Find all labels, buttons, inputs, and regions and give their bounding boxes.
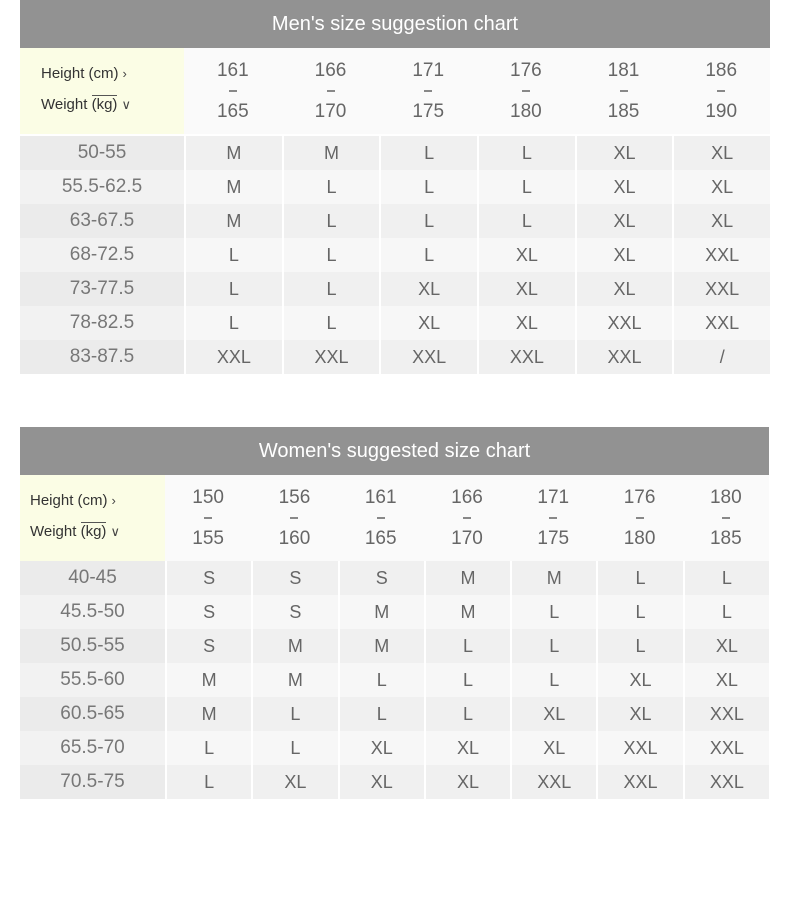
men-height-header [184, 48, 282, 134]
size-cell: L [338, 697, 424, 731]
height-range-start: 171 [412, 59, 445, 81]
size-cell: L [165, 765, 251, 799]
women-height-label-text: Height (cm) [30, 492, 108, 509]
size-cell: XL [672, 204, 770, 238]
size-cell: M [165, 663, 251, 697]
height-range-start: 161 [216, 59, 249, 81]
size-cell: M [338, 629, 424, 663]
range-dash [620, 90, 628, 92]
men-rows [20, 136, 770, 374]
height-range-end: 190 [705, 100, 738, 122]
height-range-end: 180 [623, 527, 656, 549]
weight-range-cell: 50-55 [20, 136, 184, 170]
table-row [20, 340, 770, 374]
size-cell: L [251, 697, 337, 731]
size-cell: XXL [596, 765, 682, 799]
table-row [20, 663, 769, 697]
size-cell: XXL [672, 272, 770, 306]
men-header-row [20, 48, 770, 134]
size-cell: L [165, 731, 251, 765]
size-cell: / [672, 340, 770, 374]
height-range-end: 170 [314, 100, 347, 122]
men-height-header [672, 48, 770, 134]
size-cell: M [184, 204, 282, 238]
size-cell: L [282, 170, 380, 204]
range-dash [204, 517, 212, 519]
chevron-down-icon: ∨ [121, 97, 131, 112]
table-row [20, 697, 769, 731]
size-cell: XL [379, 306, 477, 340]
weight-range-cell: 70.5-75 [20, 765, 165, 799]
size-cell: XXL [575, 306, 673, 340]
size-cell: L [596, 561, 682, 595]
size-cell: L [424, 697, 510, 731]
size-cell: L [379, 136, 477, 170]
women-height-header [251, 475, 337, 561]
height-range-end: 160 [278, 527, 311, 549]
size-cell: XXL [683, 765, 769, 799]
size-cell: L [282, 272, 380, 306]
size-cell: M [251, 663, 337, 697]
size-cell: XXL [575, 340, 673, 374]
size-cell: L [184, 238, 282, 272]
size-cell: L [282, 238, 380, 272]
height-range-start: 181 [607, 59, 640, 81]
size-cell: XXL [683, 697, 769, 731]
women-height-header [165, 475, 251, 561]
size-cell: XL [379, 272, 477, 306]
size-cell: L [379, 238, 477, 272]
women-rows [20, 561, 769, 799]
chevron-right-icon: › [122, 66, 127, 81]
size-cell: S [165, 629, 251, 663]
table-row [20, 170, 770, 204]
weight-range-cell: 63-67.5 [20, 204, 184, 238]
height-range-start: 156 [278, 486, 311, 508]
men-weight-label-text: Weight [41, 96, 88, 113]
size-cell: XL [510, 731, 596, 765]
weight-range-cell: 55.5-60 [20, 663, 165, 697]
men-height-header [282, 48, 380, 134]
women-height-header [683, 475, 769, 561]
weight-range-cell: 83-87.5 [20, 340, 184, 374]
size-cell: XL [596, 663, 682, 697]
height-range-start: 161 [364, 486, 397, 508]
size-cell: L [379, 204, 477, 238]
height-range-end: 165 [216, 100, 249, 122]
weight-range-cell: 50.5-55 [20, 629, 165, 663]
table-row [20, 629, 769, 663]
table-row [20, 136, 770, 170]
height-range-start: 171 [537, 486, 570, 508]
size-cell: XL [338, 731, 424, 765]
size-cell: XL [510, 697, 596, 731]
size-cell: L [424, 663, 510, 697]
weight-range-cell: 78-82.5 [20, 306, 184, 340]
height-range-start: 166 [314, 59, 347, 81]
table-row [20, 731, 769, 765]
size-cell: XXL [596, 731, 682, 765]
men-size-chart [20, 0, 770, 374]
size-cell: L [338, 663, 424, 697]
size-cell: XL [575, 136, 673, 170]
size-cell: XXL [510, 765, 596, 799]
size-cell: XXL [672, 238, 770, 272]
size-cell: M [338, 595, 424, 629]
size-cell: L [184, 272, 282, 306]
size-cell: L [184, 306, 282, 340]
women-header-row [20, 475, 769, 561]
range-dash [717, 90, 725, 92]
range-dash [463, 517, 471, 519]
size-cell: M [251, 629, 337, 663]
height-range-start: 166 [451, 486, 483, 508]
weight-range-cell: 73-77.5 [20, 272, 184, 306]
height-range-end: 180 [510, 100, 542, 122]
size-cell: XXL [184, 340, 282, 374]
height-range-end: 185 [709, 527, 742, 549]
size-cell: S [338, 561, 424, 595]
size-cell: XL [683, 629, 769, 663]
size-cell: L [510, 629, 596, 663]
size-cell: XXL [477, 340, 575, 374]
weight-range-cell: 40-45 [20, 561, 165, 595]
men-height-header [379, 48, 477, 134]
women-weight-unit: (kg) [80, 523, 107, 540]
size-cell: XXL [672, 306, 770, 340]
weight-range-cell: 55.5-62.5 [20, 170, 184, 204]
size-cell: XL [575, 170, 673, 204]
range-dash [377, 517, 385, 519]
height-range-start: 150 [192, 486, 224, 508]
size-cell: XL [683, 663, 769, 697]
size-cell: L [251, 731, 337, 765]
size-cell: L [282, 306, 380, 340]
women-height-header [338, 475, 424, 561]
women-chart-title: Women's suggested size chart [20, 427, 769, 475]
size-cell: L [477, 204, 575, 238]
size-cell: L [282, 204, 380, 238]
women-height-label [30, 492, 116, 509]
men-chart-title: Men's size suggestion chart [20, 0, 770, 48]
size-cell: XL [477, 272, 575, 306]
size-cell: M [510, 561, 596, 595]
men-height-label-text: Height (cm) [41, 65, 119, 82]
size-cell: M [184, 170, 282, 204]
size-cell: S [165, 595, 251, 629]
height-range-end: 155 [192, 527, 224, 549]
size-cell: XL [424, 731, 510, 765]
size-cell: L [510, 595, 596, 629]
table-row [20, 765, 769, 799]
table-row [20, 272, 770, 306]
weight-range-cell: 65.5-70 [20, 731, 165, 765]
size-cell: XL [575, 238, 673, 272]
height-range-end: 165 [364, 527, 397, 549]
size-cell: S [251, 595, 337, 629]
size-cell: L [596, 595, 682, 629]
size-cell: M [282, 136, 380, 170]
size-cell: XL [477, 238, 575, 272]
table-row [20, 561, 769, 595]
table-row [20, 204, 770, 238]
size-cell: L [683, 595, 769, 629]
size-cell: XXL [282, 340, 380, 374]
size-cell: M [165, 697, 251, 731]
women-corner-cell [20, 475, 165, 561]
size-cell: L [477, 170, 575, 204]
size-cell: L [379, 170, 477, 204]
table-row [20, 595, 769, 629]
women-height-header [596, 475, 682, 561]
range-dash [229, 90, 237, 92]
size-cell: XL [424, 765, 510, 799]
range-dash [636, 517, 644, 519]
men-weight-unit: (kg) [91, 96, 118, 113]
size-cell: XXL [683, 731, 769, 765]
height-range-start: 186 [705, 59, 738, 81]
range-dash [290, 517, 298, 519]
men-height-label [41, 65, 127, 82]
size-cell: L [424, 629, 510, 663]
men-height-header [477, 48, 575, 134]
size-cell: XXL [379, 340, 477, 374]
range-dash [522, 90, 530, 92]
height-range-end: 175 [412, 100, 445, 122]
chevron-down-icon: ∨ [110, 524, 120, 539]
size-cell: S [165, 561, 251, 595]
height-range-end: 175 [537, 527, 570, 549]
men-weight-label [41, 96, 131, 113]
size-cell: M [424, 561, 510, 595]
height-range-start: 176 [510, 59, 542, 81]
women-weight-label [30, 523, 120, 540]
range-dash [722, 517, 730, 519]
women-weight-label-text: Weight [30, 523, 77, 540]
men-height-header [575, 48, 673, 134]
table-row [20, 306, 770, 340]
size-cell: S [251, 561, 337, 595]
size-cell: L [683, 561, 769, 595]
size-cell: XL [575, 272, 673, 306]
height-range-start: 176 [623, 486, 656, 508]
size-cell: L [510, 663, 596, 697]
size-cell: XL [251, 765, 337, 799]
range-dash [549, 517, 557, 519]
weight-range-cell: 60.5-65 [20, 697, 165, 731]
size-cell: XL [477, 306, 575, 340]
size-cell: XL [672, 170, 770, 204]
size-cell: XL [672, 136, 770, 170]
size-cell: M [424, 595, 510, 629]
women-height-header [424, 475, 510, 561]
size-cell: L [477, 136, 575, 170]
size-cell: L [596, 629, 682, 663]
size-cell: XL [338, 765, 424, 799]
range-dash [327, 90, 335, 92]
weight-range-cell: 45.5-50 [20, 595, 165, 629]
range-dash [424, 90, 432, 92]
women-size-chart [20, 427, 769, 799]
size-cell: XL [596, 697, 682, 731]
height-range-start: 180 [709, 486, 742, 508]
size-cell: XL [575, 204, 673, 238]
men-corner-cell [20, 48, 184, 134]
size-cell: M [184, 136, 282, 170]
height-range-end: 170 [451, 527, 483, 549]
women-height-header [510, 475, 596, 561]
table-row [20, 238, 770, 272]
height-range-end: 185 [607, 100, 640, 122]
weight-range-cell: 68-72.5 [20, 238, 184, 272]
chevron-right-icon: › [111, 493, 116, 508]
